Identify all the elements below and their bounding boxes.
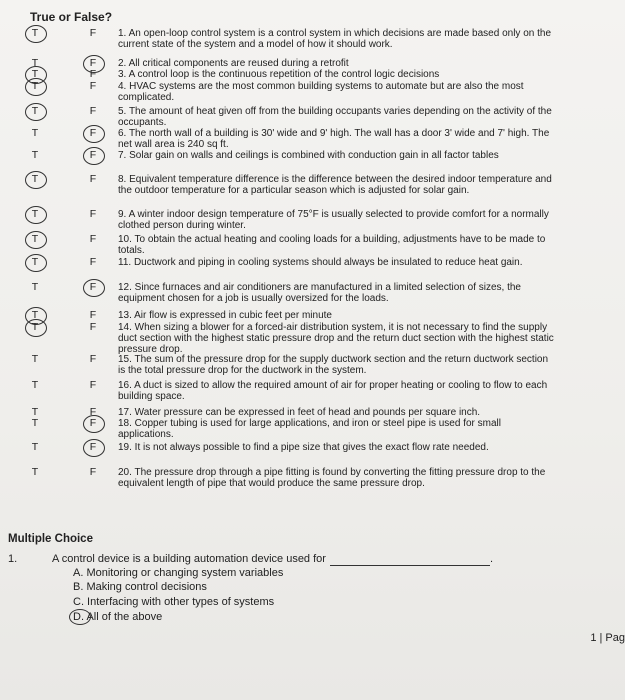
tf-question-text: 13. Air flow is expressed in cubic feet per minute — [118, 310, 332, 321]
mc-stem-text: A control device is a building automation device used for — [52, 553, 326, 565]
false-option: F — [89, 309, 97, 321]
false-option: F — [89, 406, 97, 418]
tf-question-text: 6. The north wall of a building is 30' wide and 9' high. The wall has a door 3' wide and 7' high. The net wall area is 240 sq ft. — [118, 128, 550, 150]
answer-circle-mark — [25, 231, 47, 249]
mc-stem-end: . — [489, 553, 494, 565]
true-option: T — [31, 309, 39, 321]
answer-circle-mark — [83, 279, 105, 297]
false-option: F — [89, 353, 97, 365]
tf-question-text: 3. A control loop is the continuous repetition of the control logic decisions — [118, 69, 440, 80]
true-option: T — [31, 466, 39, 478]
tf-question-text: 2. All critical components are reused during a retrofit — [118, 58, 349, 69]
mc-option-d — [73, 611, 162, 624]
mc-option-c: C. Interfacing with other types of systems — [73, 596, 275, 608]
false-option: F — [89, 281, 97, 293]
tf-question-text: 20. The pressure drop through a pipe fitting is found by converting the fitting pressure drop to the equivalent length of pipe that would produce the same pressure drop. — [118, 467, 546, 489]
tf-question-text: 18. Copper tubing is used for large applications, and iron or steel pipe is used for small applications. — [118, 418, 501, 440]
false-option: F — [89, 466, 97, 478]
true-option: T — [31, 379, 39, 391]
false-option: F — [89, 68, 97, 80]
answer-circle-mark — [83, 125, 105, 143]
mc-question-stem — [52, 553, 493, 566]
false-option: F — [89, 80, 97, 92]
true-option: T — [31, 233, 39, 245]
tf-question-text: 15. The sum of the pressure drop for the supply ductwork section and the return ductwork section is the total pressure drop for the ductwork in the system. — [118, 354, 549, 376]
false-option: F — [89, 233, 97, 245]
answer-circle-mark — [69, 609, 91, 625]
tf-question-text: 5. The amount of heat given off from the building occupants varies depending on the activity of the occupants. — [118, 106, 552, 128]
answer-circle-mark — [25, 78, 47, 96]
false-option: F — [89, 173, 97, 185]
tf-question-text: 4. HVAC systems are the most common building systems to automate but are also the most complicated. — [118, 81, 524, 103]
tf-question-text: 17. Water pressure can be expressed in feet of head and pounds per square inch. — [118, 407, 481, 418]
true-option: T — [31, 406, 39, 418]
true-option: T — [31, 353, 39, 365]
true-option: T — [31, 80, 39, 92]
mc-option-a: A. Monitoring or changing system variables — [73, 567, 284, 579]
tf-question-text: 14. When sizing a blower for a forced-air distribution system, it is not necessary to find the supply duct section with the highest static pressure drop and the return duct section with the highest static pressure drop. — [118, 322, 554, 355]
true-option: T — [31, 321, 39, 333]
true-option: T — [31, 256, 39, 268]
true-option: T — [31, 281, 39, 293]
tf-question-text: 16. A duct is sized to allow the required amount of air for proper heating or cooling to flow to each building space. — [118, 380, 548, 402]
true-option: T — [31, 173, 39, 185]
mc-heading: Multiple Choice — [8, 533, 93, 545]
true-option: T — [31, 68, 39, 80]
true-option: T — [31, 27, 39, 39]
false-option: F — [89, 321, 97, 333]
false-option: F — [89, 127, 97, 139]
true-option: T — [31, 105, 39, 117]
true-option: T — [31, 127, 39, 139]
page-number: 1 | Pag — [590, 632, 625, 644]
answer-circle-mark — [83, 147, 105, 165]
answer-circle-mark — [83, 439, 105, 457]
false-option: F — [89, 105, 97, 117]
tf-question-text: 19. It is not always possible to find a pipe size that gives the exact flow rate needed. — [118, 442, 489, 453]
answer-circle-mark — [83, 415, 105, 433]
answer-circle-mark — [25, 25, 47, 43]
true-option: T — [31, 149, 39, 161]
tf-question-text: 10. To obtain the actual heating and cooling loads for a building, adjustments have to be made to totals. — [118, 234, 546, 256]
answer-circle-mark — [25, 319, 47, 337]
true-option: T — [31, 441, 39, 453]
answer-blank — [330, 565, 490, 566]
mc-option-b: B. Making control decisions — [73, 581, 207, 593]
mc-question-number: 1. — [8, 553, 18, 565]
answer-circle-mark — [25, 206, 47, 224]
false-option: F — [89, 208, 97, 220]
true-option: T — [31, 208, 39, 220]
tf-question-text: 8. Equivalent temperature difference is the difference between the desired indoor temperature and the outdoor temperature for a particular season which is adjusted for solar gain. — [118, 174, 552, 196]
true-option: T — [31, 57, 39, 69]
false-option: F — [89, 417, 97, 429]
tf-question-text: 1. An open-loop control system is a control system in which decisions are made based only on the current state of the system and a model of how it should work. — [118, 28, 552, 50]
answer-circle-mark — [25, 103, 47, 121]
tf-heading: True or False? — [30, 10, 113, 24]
false-option: F — [89, 256, 97, 268]
false-option: F — [89, 27, 97, 39]
false-option: F — [89, 441, 97, 453]
answer-circle-mark — [25, 171, 47, 189]
tf-question-text: 7. Solar gain on walls and ceilings is combined with conduction gain in all factor tables — [118, 150, 499, 161]
mc-option-d-text: D. All of the above — [73, 611, 163, 623]
tf-question-text: 11. Ductwork and piping in cooling systems should always be insulated to reduce heat gain. — [118, 257, 523, 268]
tf-question-text: 9. A winter indoor design temperature of 75°F is usually selected to provide comfort for a normally clothed person during winter. — [118, 209, 549, 231]
false-option: F — [89, 149, 97, 161]
true-option: T — [31, 417, 39, 429]
tf-question-text: 12. Since furnaces and air conditioners are manufactured in a limited selection of sizes, the equipment chosen for a job is usually oversized for the loads. — [118, 282, 521, 304]
false-option: F — [89, 57, 97, 69]
answer-circle-mark — [25, 254, 47, 272]
false-option: F — [89, 379, 97, 391]
